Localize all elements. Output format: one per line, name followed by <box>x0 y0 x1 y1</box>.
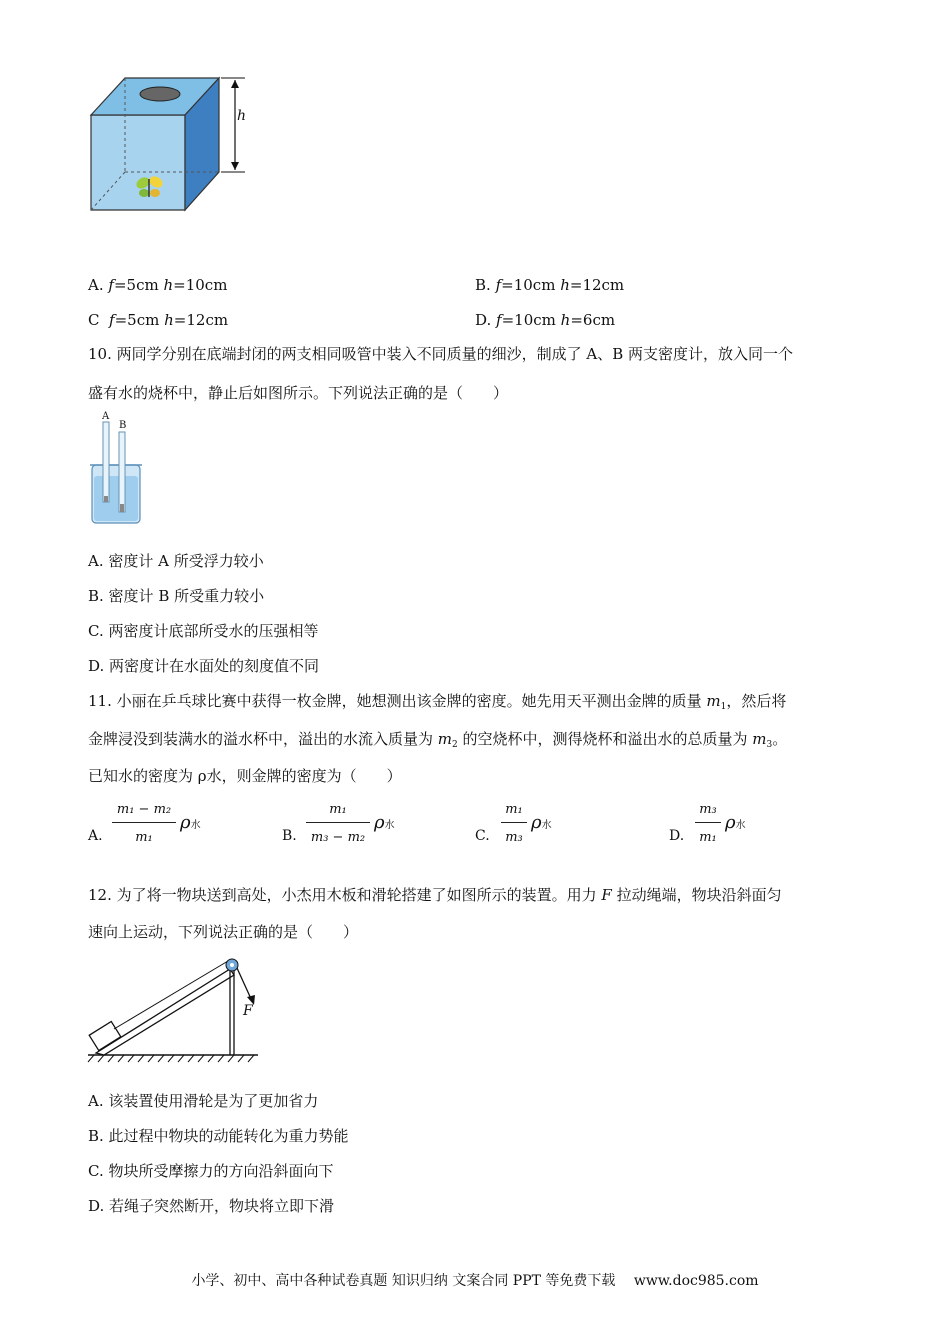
q11-option-d[interactable]: D. m₃ m₁ ρ水 <box>669 802 746 845</box>
q12-option-d[interactable]: D. 若绳子突然断开，物块将立即下滑 <box>88 1197 335 1215</box>
q9-option-c[interactable]: C f=5cm h=12cm <box>88 311 229 329</box>
q11-option-a[interactable]: A. m₁ − m₂ m₁ ρ水 <box>88 802 201 845</box>
densimeter-label-b: B <box>119 420 127 431</box>
q12-option-a[interactable]: A. 该装置使用滑轮是为了更加省力 <box>88 1092 319 1110</box>
box-figure <box>85 72 260 217</box>
q11-stem-line1: 11. 小丽在乒乓球比赛中获得一枚金牌，她想测出该金牌的密度。她先用天平测出金牌的质量 $m_1$，然后将 <box>88 692 787 712</box>
densimeter-label-a: A <box>102 411 110 422</box>
q9-option-a[interactable]: A. f=5cm h=10cm <box>88 276 228 294</box>
page-footer: 小学、初中、高中各种试卷真题 知识归纳 文案合同 PPT 等免费下载 www.doc985.com <box>191 1273 759 1289</box>
q11-option-c[interactable]: C. m₁ m₃ ρ水 <box>475 802 552 845</box>
q10-stem-line2: 盛有水的烧杯中，静止后如图所示。下列说法正确的是（ ） <box>88 384 509 402</box>
q12-option-c[interactable]: C. 物块所受摩擦力的方向沿斜面向下 <box>88 1162 334 1180</box>
q9-option-d[interactable]: D. f=10cm h=6cm <box>475 311 616 329</box>
q9-option-b[interactable]: B. f=10cm h=12cm <box>475 276 625 294</box>
q11-option-b[interactable]: B. m₁ m₃ − m₂ ρ水 <box>282 802 395 845</box>
q10-stem-line1: 10. 两同学分别在底端封闭的两支相同吸管中装入不同质量的细沙，制成了 A、B 两支密度计，放入同一个 <box>88 345 794 363</box>
q11-stem-line2: 金牌浸没到装满水的溢水杯中，溢出的水流入质量为 $m_2$ 的空烧杯中，测得烧杯和溢出水的总质量为 $m_3$。 <box>88 730 788 750</box>
q10-option-c[interactable]: C. 两密度计底部所受水的压强相等 <box>88 622 319 640</box>
beaker-figure <box>86 410 146 528</box>
q12-stem-line2: 速向上运动，下列说法正确的是（ ） <box>88 923 359 941</box>
q11-stem-line3: 已知水的密度为 ρ水，则金牌的密度为（ ） <box>88 767 402 785</box>
incline-pulley-figure <box>86 955 266 1065</box>
q10-option-b[interactable]: B. 密度计 B 所受重力较小 <box>88 587 265 605</box>
q10-option-d[interactable]: D. 两密度计在水面处的刻度值不同 <box>88 657 320 675</box>
q10-option-a[interactable]: A. 密度计 A 所受浮力较小 <box>88 552 264 570</box>
q12-option-b[interactable]: B. 此过程中物块的动能转化为重力势能 <box>88 1127 349 1145</box>
height-label: h <box>237 108 247 124</box>
q12-stem-line1: 12. 为了将一物块送到高处，小杰用木板和滑轮搭建了如图所示的装置。用力 F 拉动绳端，物块沿斜面匀 <box>88 886 782 904</box>
force-label: F <box>243 1003 253 1019</box>
